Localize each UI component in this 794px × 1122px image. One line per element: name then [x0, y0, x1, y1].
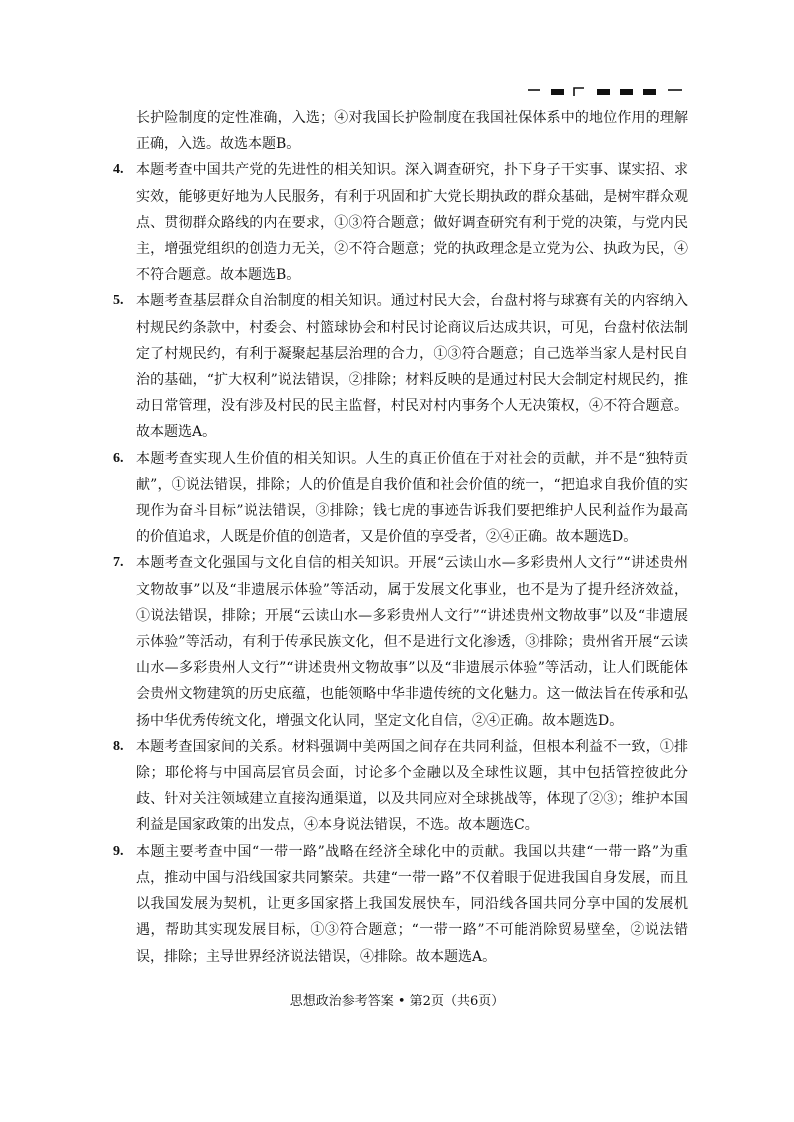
answer-text: 本题主要考查中国“一带一路”战略在经济全球化中的贡献。我国以共建“一带一路”为重点，推动中国与沿线国家共同繁荣。共建“一带一路”不仅着眼于促进我国自身发展，而且以我国发展为契机，让更多国家搭上我国发展快车，同沿线各国共同分享中国的发展机遇，帮助其实现发展目标，①③符合题意；“一带一路”不可能消除贸易壁垒，②说法错误，排除；主导世界经济说法错误，④排除。故本题选A。: [136, 843, 688, 965]
answer-content: [110, 105, 688, 970]
answer-item-6: [110, 446, 688, 551]
answer-number: 6.: [113, 450, 124, 466]
answer-text: 本题考查基层群众自治制度的相关知识。通过村民大会，台盘村将与球赛有关的内容纳入村规民约条款中，村委会、村篮球协会和村民讨论商议后达成共识，可见，台盘村依法制定了村规民约，有利于凝聚起基层治理的合力，①③符合题意；自己选举当家人是村民自治的基础，“扩大权利”说法错误，②排除；材料反映的是通过村民大会制定村规民约，推动日常管理，没有涉及村民的民主监督，村民对村内事务个人无决策权，④不符合题意。故本题选A。: [136, 293, 688, 441]
answer-item-7: [110, 550, 688, 733]
answer-text: 本题考查文化强国与文化自信的相关知识。开展“云读山水—多彩贵州人文行”“讲述贵州文物故事”以及“非遗展示体验”等活动，属于发展文化事业，也不是为了提升经济效益，①说法错误，排除；开展“云读山水—多彩贵州人文行”“讲述贵州文物故事”以及“非遗展示体验”等活动，有利于传承民族文化，但不是进行文化渗透，③排除；贵州省开展“云读山水—多彩贵州人文行”“讲述贵州文物故事”以及“非遗展示体验”等活动，让人们既能体会贵州文物建筑的历史底蕴，也能领略中华非遗传统的文化魅力。这一做法旨在传承和弘扬中华优秀传统文化，增强文化认同，坚定文化自信，②④正确。故本题选D。: [136, 555, 688, 729]
header-decoration: [528, 84, 682, 98]
page-footer: 思想政治参考答案 • 第2页（共6页）: [289, 994, 505, 1009]
answer-item-5: [110, 288, 688, 445]
answer-text: 本题考查实现人生价值的相关知识。人生的真正价值在于对社会的贡献，并不是“独特贡献”，①说法错误，排除；人的价值是自我价值和社会价值的统一，“把追求自我价值的实现作为奋斗目标”说法错误，③排除；钱七虎的事迹告诉我们要把维护人民利益作为最高的价值追求，人既是价值的创造者，又是价值的享受者，②④正确。故本题选D。: [136, 450, 688, 546]
answer-text: 本题考查国家间的关系。材料强调中美两国之间存在共同利益，但根本利益不一致，①排除；耶伦将与中国高层官员会面，讨论多个金融以及全球性议题，其中包括管控彼此分歧、针对关注领域建立直接沟通渠道，以及共同应对全球挑战等，体现了②③；维护本国利益是国家政策的出发点，④本身说法错误，不选。故本题选C。: [136, 738, 688, 834]
answer-item-8: [110, 734, 688, 839]
answer-text: 本题考查中国共产党的先进性的相关知识。深入调查研究，扑下身子干实事、谋实招、求实效，能够更好地为人民服务，有利于巩固和扩大党长期执政的群众基础，是树牢群众观点、贯彻群众路线的内在要求，①③符合题意；做好调查研究有利于党的决策，与党内民主，增强党组织的创造力无关，②不符合题意；党的执政理念是立党为公、执政为民，④不符合题意。故本题选B。: [136, 162, 688, 284]
answer-number: 8.: [113, 738, 124, 754]
answer-number: 7.: [113, 555, 124, 571]
answer-item-9: [110, 839, 688, 970]
answer-number: 4.: [113, 162, 124, 178]
answer-number: 9.: [113, 843, 124, 859]
answer-number: 5.: [113, 293, 124, 309]
answer-item-4: [110, 157, 688, 288]
continuation-paragraph: 长护险制度的定性准确，入选；④对我国长护险制度在我国社保体系中的地位作用的理解正确，入选。故选本题B。: [136, 110, 688, 153]
